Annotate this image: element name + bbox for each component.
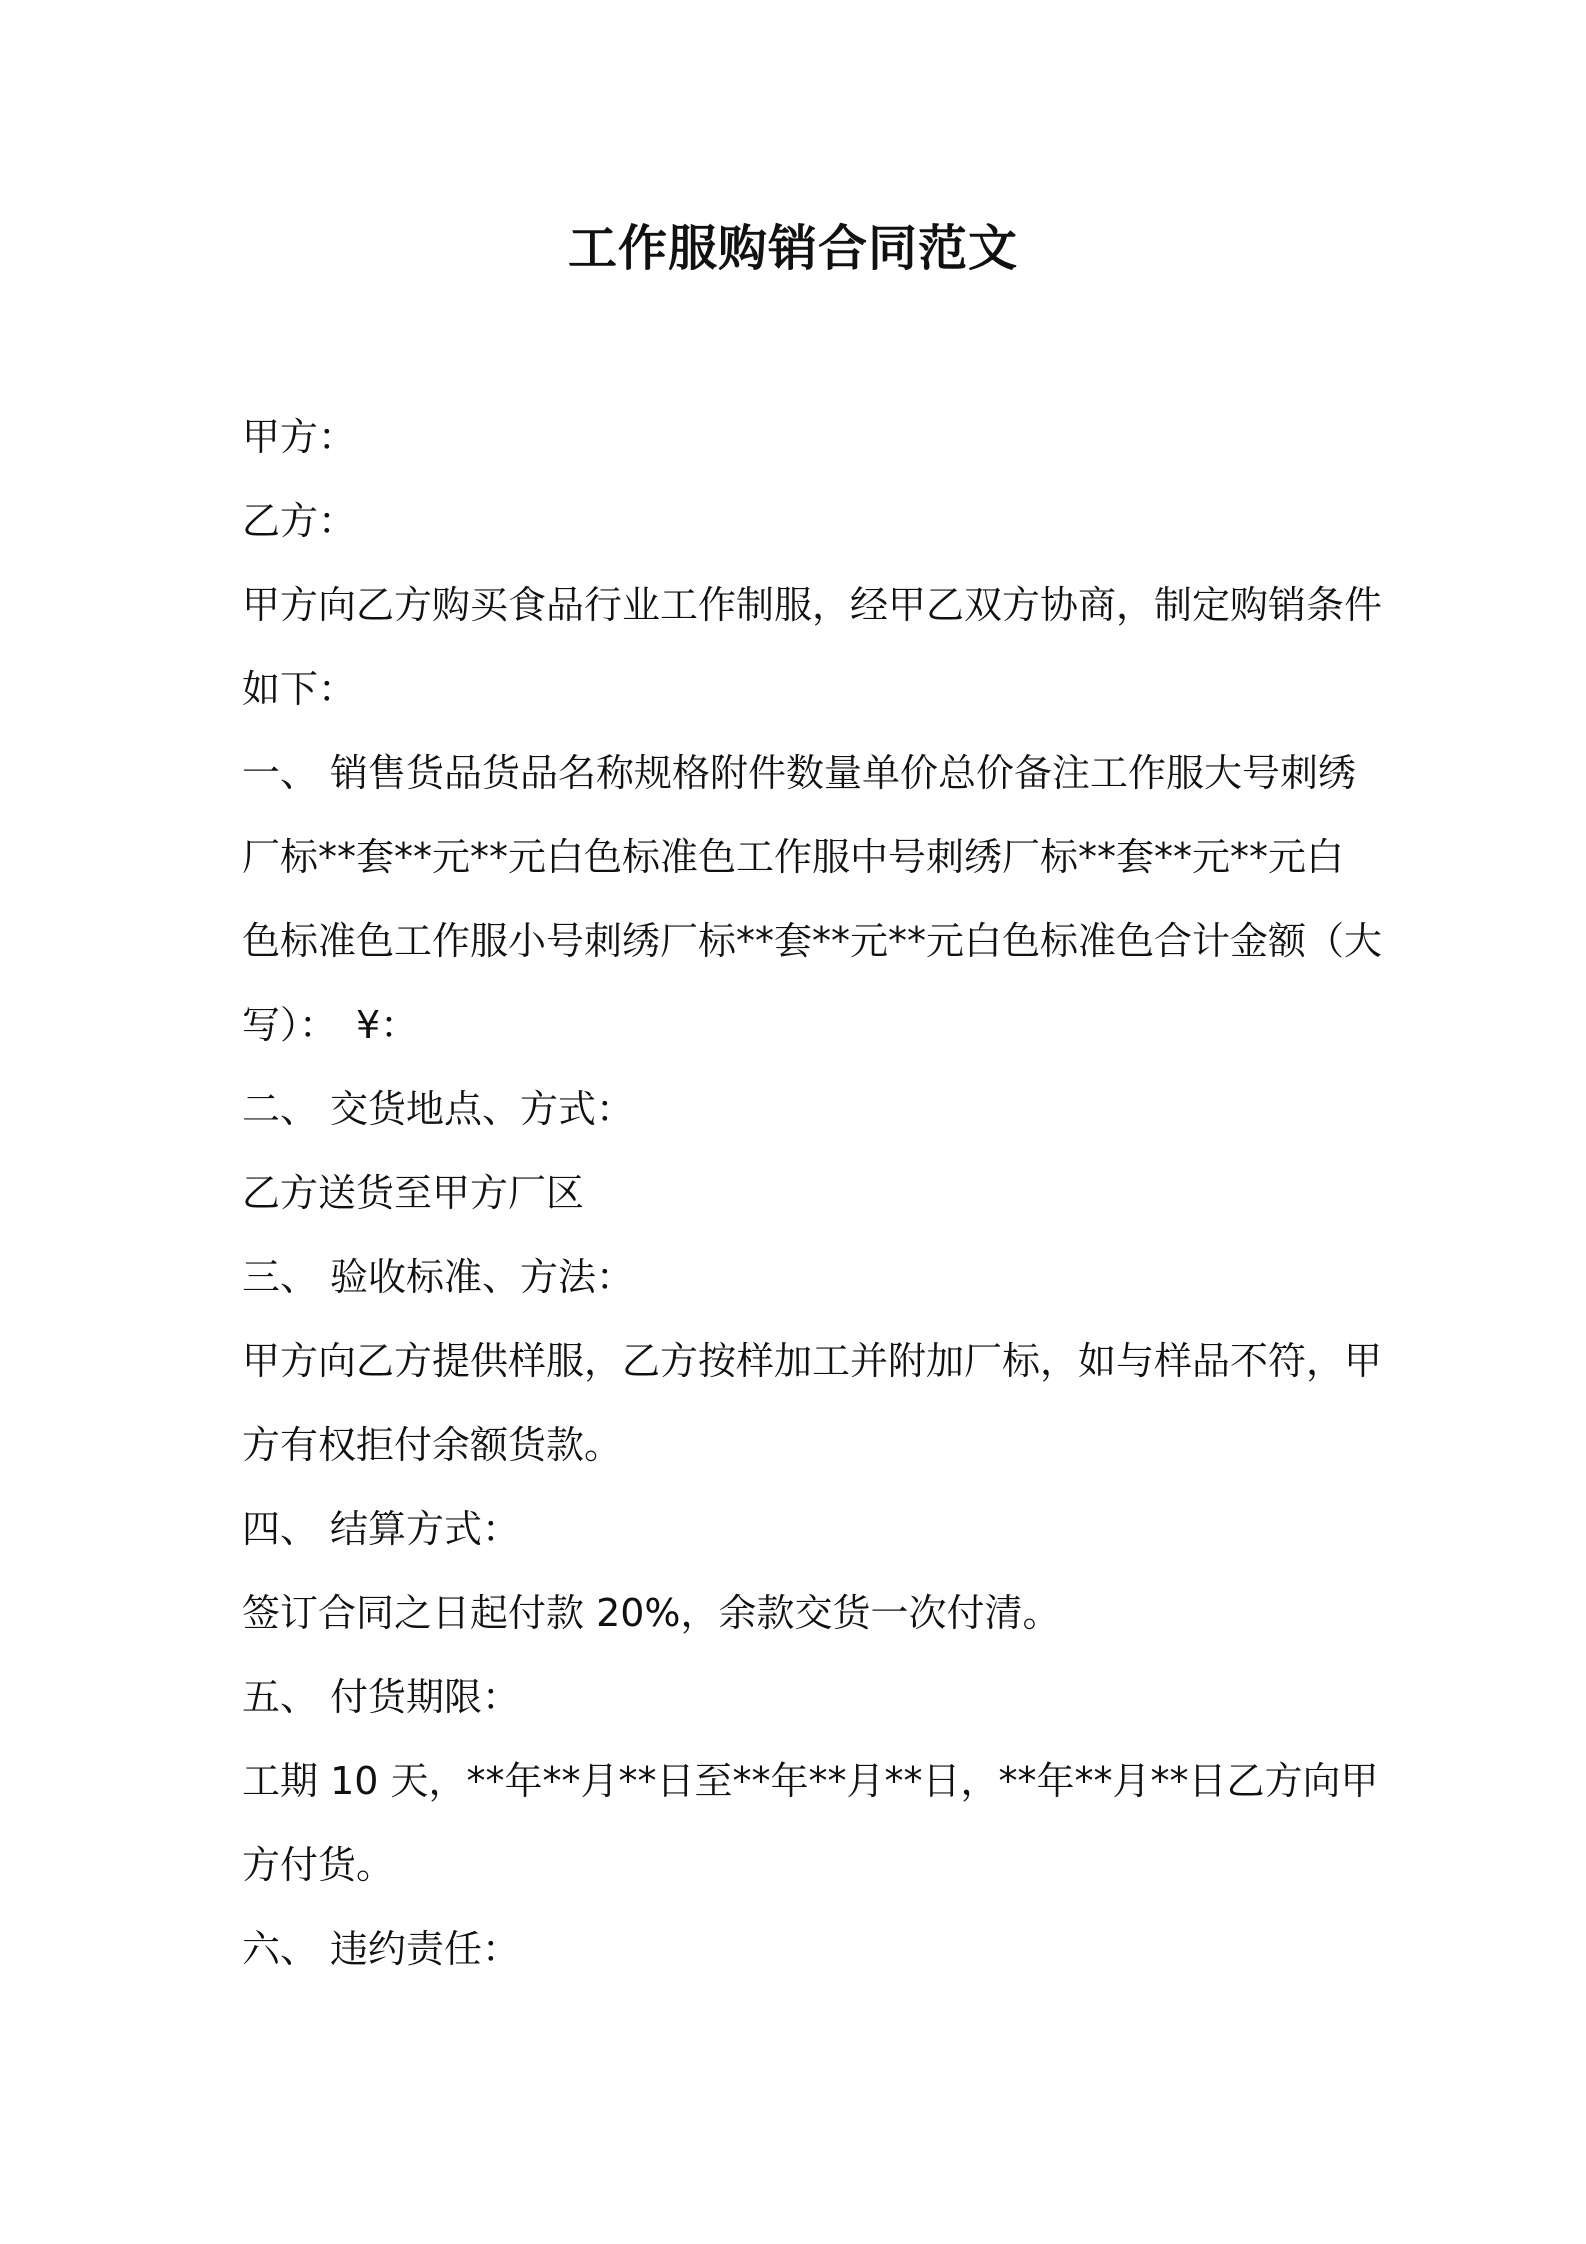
section-4-heading-text: 结算方式：	[330, 1507, 521, 1551]
section-3-body-line-1: 甲方向乙方提供样服，乙方按样加工并附加厂标，如与样品不符，甲	[242, 1339, 1383, 1383]
section-1-line-3: 色标准色工作服小号刺绣厂标**套**元**元白色标准色合计金额（大	[242, 919, 1383, 963]
section-1-line-2: 厂标**套**元**元白色标准色工作服中号刺绣厂标**套**元**元白	[242, 835, 1345, 879]
section-3-body-line-2: 方有权拒付余额货款。	[242, 1423, 623, 1467]
section-3-heading-text: 验收标准、方法：	[330, 1255, 635, 1299]
section-5-number: 五、	[242, 1675, 319, 1719]
section-3-number: 三、	[242, 1255, 319, 1299]
section-1-number: 一、	[242, 751, 319, 795]
section-1-line-4: 写）： ¥：	[242, 1003, 419, 1047]
document-title: 工作服购销合同范文	[567, 220, 1018, 277]
section-2-heading	[242, 1085, 634, 1133]
section-5-heading	[242, 1673, 520, 1721]
section-5-body-line-2: 方付货。	[242, 1843, 395, 1887]
section-1-line-1	[242, 749, 1356, 797]
section-2-body: 乙方送货至甲方厂区	[242, 1171, 585, 1215]
section-2-number: 二、	[242, 1087, 319, 1131]
section-4-number: 四、	[242, 1507, 319, 1551]
party-b-line: 乙方：	[242, 499, 357, 543]
section-3-heading	[242, 1253, 634, 1301]
section-5-heading-text: 付货期限：	[330, 1675, 521, 1719]
section-4-heading	[242, 1505, 520, 1553]
intro-line-1: 甲方向乙方购买食品行业工作制服，经甲乙双方协商，制定购销条件	[242, 583, 1383, 627]
section-5-body-line-1: 工期 10 天，**年**月**日至**年**月**日，**年**月**日乙方向甲	[242, 1759, 1379, 1803]
party-a-line: 甲方：	[242, 415, 357, 459]
section-1-text: 销售货品货品名称规格附件数量单价总价备注工作服大号刺绣	[330, 751, 1357, 795]
section-6-heading	[242, 1925, 520, 1973]
section-6-number: 六、	[242, 1927, 319, 1971]
section-6-heading-text: 违约责任：	[330, 1927, 521, 1971]
section-4-body: 签订合同之日起付款 20%，余款交货一次付清。	[242, 1591, 1061, 1635]
section-2-heading-text: 交货地点、方式：	[330, 1087, 635, 1131]
intro-line-2: 如下：	[242, 667, 357, 711]
